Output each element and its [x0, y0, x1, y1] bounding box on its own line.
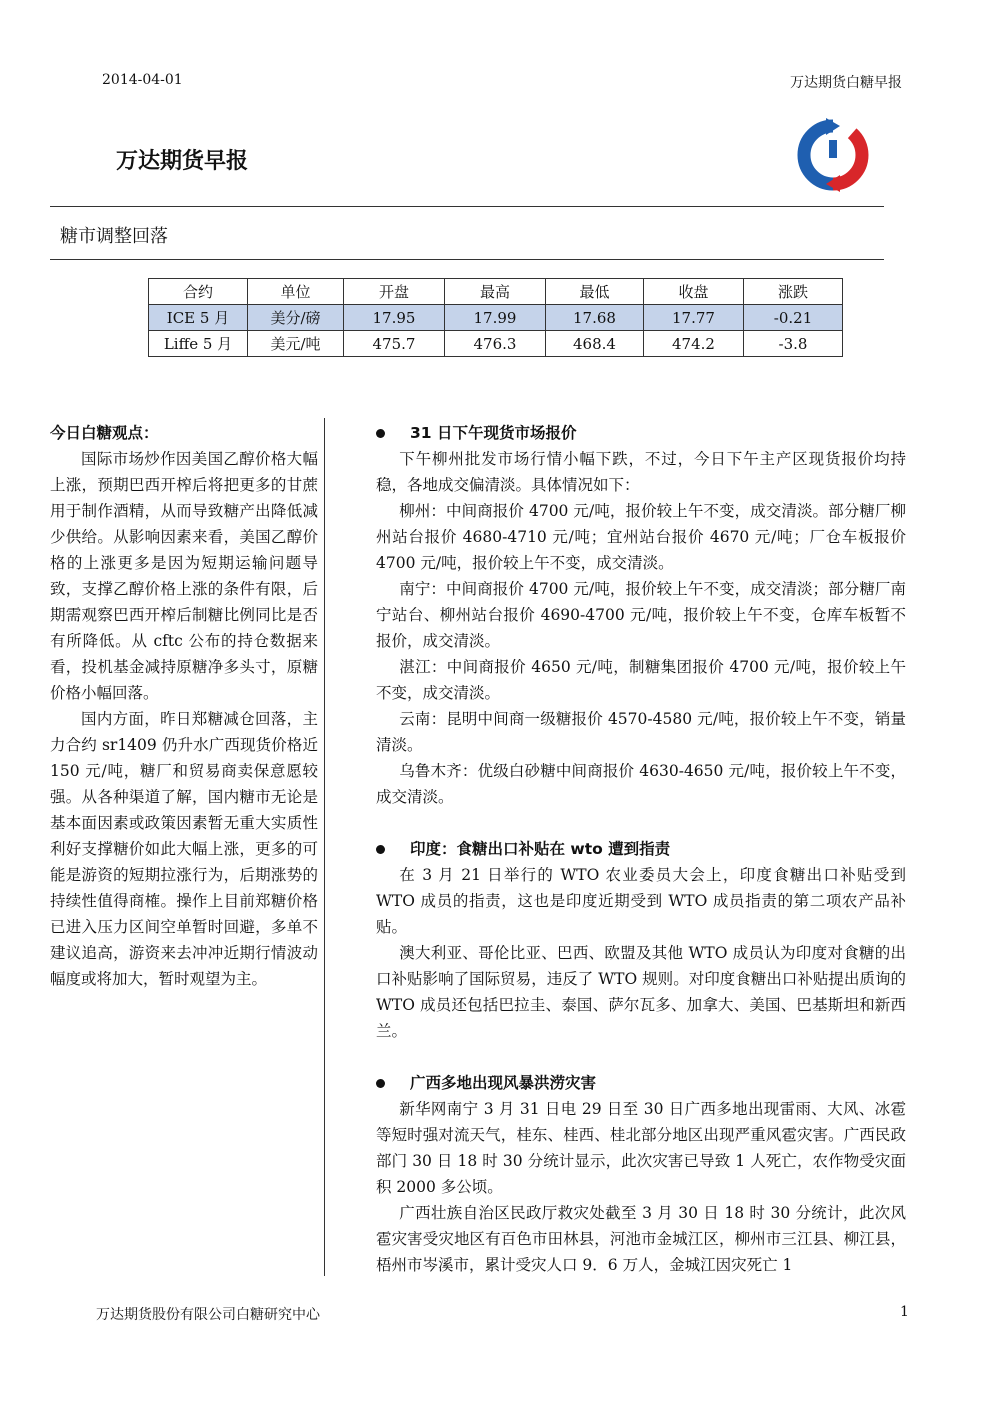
table-cell: 17.77 — [644, 305, 744, 331]
table-cell: 17.68 — [546, 305, 644, 331]
report-date: 2014-04-01 — [102, 72, 183, 88]
section-paragraph: 下午柳州批发市场行情小幅下跌，不过，今日下午主产区现货报价均持稳，各地成交偏清淡。具体情况如下： — [376, 450, 906, 494]
outlook-column — [50, 420, 318, 992]
news-section-spot-prices — [376, 420, 906, 810]
table-row — [149, 331, 843, 357]
section-paragraph: 澳大利亚、哥伦比亚、巴西、欧盟及其他 WTO 成员认为印度对食糖的出口补贴影响了国际贸易，违反了 WTO 规则。对印度食糖出口补贴提出质询的 WTO 成员还包括巴拉圭、泰国、萨尔瓦多、加拿大、美国、巴基斯坦和新西兰。 — [376, 944, 906, 1040]
table-cell: -0.21 — [744, 305, 843, 331]
report-name: 万达期货白糖早报 — [790, 75, 902, 91]
table-cell: Liffe 5 月 — [149, 331, 248, 357]
section-heading-text: 31 日下午现货市场报价 — [410, 424, 577, 442]
table-cell: 476.3 — [445, 331, 546, 357]
quote-table — [148, 278, 843, 357]
col-header: 开盘 — [344, 279, 445, 305]
table-cell: ICE 5 月 — [149, 305, 248, 331]
col-header: 涨跌 — [744, 279, 843, 305]
col-header: 合约 — [149, 279, 248, 305]
section-heading-text: 广西多地出现风暴洪涝灾害 — [410, 1074, 597, 1092]
page-title: 万达期货早报 — [116, 149, 249, 174]
column-divider — [324, 418, 325, 1276]
col-header: 最低 — [546, 279, 644, 305]
news-column — [376, 420, 906, 1304]
news-section-india-wto — [376, 836, 906, 1044]
table-cell: 474.2 — [644, 331, 744, 357]
news-section-guangxi-storm — [376, 1070, 906, 1278]
table-cell: 468.4 — [546, 331, 644, 357]
table-cell: 475.7 — [344, 331, 445, 357]
section-heading — [376, 1070, 906, 1096]
table-row — [149, 305, 843, 331]
col-header: 单位 — [248, 279, 344, 305]
section-paragraph: 湛江：中间商报价 4650 元/吨，制糖集团报价 4700 元/吨，报价较上午不变，成交清淡。 — [376, 658, 906, 702]
section-heading-text: 印度：食糖出口补贴在 wto 遭到指责 — [410, 840, 671, 858]
page-subtitle: 糖市调整回落 — [60, 226, 168, 247]
section-paragraph: 云南：昆明中间商一级糖报价 4570-4580 元/吨，报价较上午不变，销量清淡。 — [376, 710, 906, 754]
section-paragraph: 乌鲁木齐：优级白砂糖中间商报价 4630-4650 元/吨，报价较上午不变，成交清淡。 — [376, 762, 906, 806]
table-cell: 美分/磅 — [248, 305, 344, 331]
section-paragraph: 柳州：中间商报价 4700 元/吨，报价较上午不变，成交清淡。部分糖厂柳州站台报价 4680-4710 元/吨；宜州站台报价 4670 元/吨；厂仓车板报价 4700 元/吨，报价较上午不变，成交清淡。 — [376, 502, 906, 572]
page-number: 1 — [900, 1304, 909, 1320]
section-paragraph: 新华网南宁 3 月 31 日电 29 日至 30 日广西多地出现雷雨、大风、冰雹等短时强对流天气，桂东、桂西、桂北部分地区出现严重风雹灾害。广西民政部门 30 日 18 时 30 分统计显示，此次灾害已导致 1 人死亡，农作物受灾面积 2000 多公顷。 — [376, 1100, 906, 1196]
header-rule — [50, 206, 884, 207]
section-heading — [376, 420, 906, 446]
section-paragraph: 在 3 月 21 日举行的 WTO 农业委员大会上，印度食糖出口补贴受到 WTO 成员的指责，这也是印度近期受到 WTO 成员指责的第二项农产品补贴。 — [376, 866, 906, 936]
bullet-dot-icon — [376, 845, 385, 854]
section-paragraph: 广西壮族自治区民政厅救灾处截至 3 月 30 日 18 时 30 分统计，此次风雹灾害受灾地区有百色市田林县，河池市金城江区，柳州市三江县、柳江县，梧州市岑溪市，累计受灾人口 9．6 万人，金城江因灾死亡 1 — [376, 1204, 906, 1274]
bullet-dot-icon — [376, 1079, 385, 1088]
col-header: 最高 — [445, 279, 546, 305]
bullet-dot-icon — [376, 429, 385, 438]
table-cell: 17.99 — [445, 305, 546, 331]
subtitle-rule — [50, 259, 884, 260]
table-cell: -3.8 — [744, 331, 843, 357]
outlook-heading: 今日白糖观点： — [50, 424, 159, 442]
table-cell: 美元/吨 — [248, 331, 344, 357]
section-heading — [376, 836, 906, 862]
outlook-paragraph: 国内方面，昨日郑糖减仓回落，主力合约 sr1409 仍升水广西现货价格近 150 元/吨，糖厂和贸易商卖保意愿较强。从各种渠道了解，国内糖市无论是基本面因素或政策因素暂无重大实质性利好支撑糖价如此大幅上涨，更多的可能是游资的短期拉涨行为，后期涨势的持续性值得商榷。操作上目前郑糖价格已进入压力区间空单暂时回避，多单不建议追高，游资来去冲冲近期行情波动幅度或将加大，暂时观望为主。 — [50, 710, 318, 988]
col-header: 收盘 — [644, 279, 744, 305]
section-paragraph: 南宁：中间商报价 4700 元/吨，报价较上午不变，成交清淡；部分糖厂南宁站台、柳州站台报价 4690-4700 元/吨，报价较上午不变，仓库车板暂不报价，成交清淡。 — [376, 580, 906, 650]
footer-company: 万达期货股份有限公司白糖研究中心 — [96, 1307, 320, 1323]
table-cell: 17.95 — [344, 305, 445, 331]
table-header-row — [149, 279, 843, 305]
outlook-paragraph: 国际市场炒作因美国乙醇价格大幅上涨，预期巴西开榨后将把更多的甘蔗用于制作酒精，从而导致糖产出降低减少供给。从影响因素来看，美国乙醇价格的上涨更多是因为短期运输问题导致，支撑乙醇价格上涨的条件有限，后期需观察巴西开榨后制糖比例同比是否有所降低。从 cftc 公布的持仓数据来看，投机基金减持原糖净多头寸，原糖价格小幅回落。 — [50, 450, 318, 702]
wanda-logo-icon — [796, 118, 870, 192]
